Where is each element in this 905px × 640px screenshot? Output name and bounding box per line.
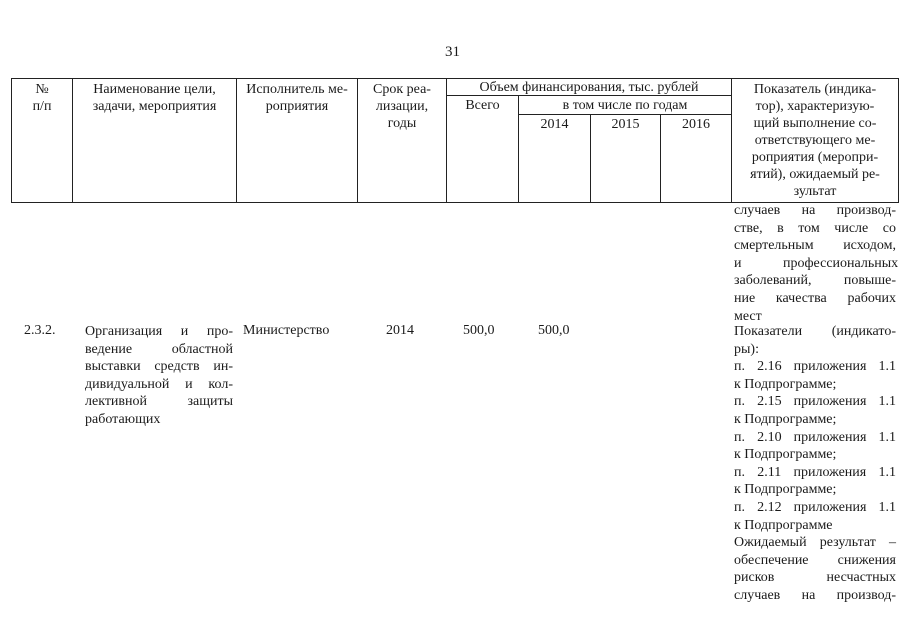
- row-number: 2.3.2.: [24, 323, 56, 338]
- page-number: 31: [445, 44, 460, 60]
- text-line: Показатели (индикато-: [734, 324, 896, 339]
- text-line: лективной защиты: [85, 394, 233, 410]
- header-year-2014: 2014: [540, 117, 569, 132]
- text-line: заболеваний, повыше-: [734, 273, 896, 289]
- header-financing: Объем финансирования, тыс. рублей: [479, 80, 699, 95]
- text-line: рисков несчастных: [734, 570, 896, 586]
- header-by-years: в том числе по годам: [562, 98, 688, 113]
- text-line: п. 2.10 приложения 1.1: [734, 429, 896, 445]
- text-line: дивидуальной и кол-: [85, 376, 233, 392]
- header-name: Наименование цели, задачи, мероприятия: [92, 82, 217, 114]
- continuation-text: [734, 202, 899, 325]
- text-line: ние качества рабочих: [734, 290, 896, 306]
- col-border-9: [898, 78, 899, 202]
- text-line: к Подпрограмме;: [734, 482, 837, 498]
- text-line: к Подпрограмме;: [734, 411, 837, 427]
- header-year-2015: 2015: [611, 117, 640, 132]
- header-executor: Исполнитель ме- роприятия: [246, 82, 348, 114]
- row-name: [85, 323, 233, 429]
- text-line: обеспечение снижения: [734, 552, 896, 568]
- text-line: работающих: [85, 411, 161, 427]
- header-indicator: Показатель (индика- тор), характеризую- щий выполнение со- ответствующего ме- роприятия (меропри- ятий), ожидаемый ре- зультат: [750, 82, 880, 199]
- text-line: Организация и про-: [85, 324, 233, 339]
- text-line: п. 2.16 приложения 1.1: [734, 359, 896, 375]
- row-total: 500,0: [463, 323, 495, 338]
- text-line: п. 2.12 приложения 1.1: [734, 499, 896, 515]
- text-line: смертельным исходом,: [734, 238, 896, 254]
- row-indicator: [734, 323, 896, 605]
- header-total: Всего: [465, 98, 500, 113]
- header-year-2016: 2016: [682, 117, 710, 132]
- text-line: п. 2.15 приложения 1.1: [734, 394, 896, 410]
- text-line: Ожидаемый результат –: [734, 535, 896, 551]
- row-term: 2014: [386, 323, 414, 338]
- text-line: и профессиональных: [734, 255, 899, 271]
- text-line: выставки средств ин-: [85, 359, 233, 375]
- row-2014: 500,0: [538, 323, 570, 338]
- text-line: к Подпрограмме;: [734, 447, 837, 463]
- row-executor: Министерство: [243, 323, 330, 338]
- text-line: случаев на производ-: [734, 587, 896, 603]
- text-line: стве, в том числе со: [734, 220, 896, 236]
- text-line: к Подпрограмме: [734, 517, 833, 533]
- text-line: случаев на производ-: [734, 203, 896, 218]
- header-num: № п/п: [32, 82, 52, 114]
- text-line: к Подпрограмме;: [734, 376, 837, 392]
- text-line: ведение областной: [85, 341, 233, 357]
- header-term: Срок реа- лизации, годы: [373, 82, 431, 131]
- text-line: ры):: [734, 341, 759, 357]
- years-sub-border: [518, 114, 731, 115]
- text-line: мест: [734, 308, 762, 324]
- text-line: п. 2.11 приложения 1.1: [734, 464, 896, 480]
